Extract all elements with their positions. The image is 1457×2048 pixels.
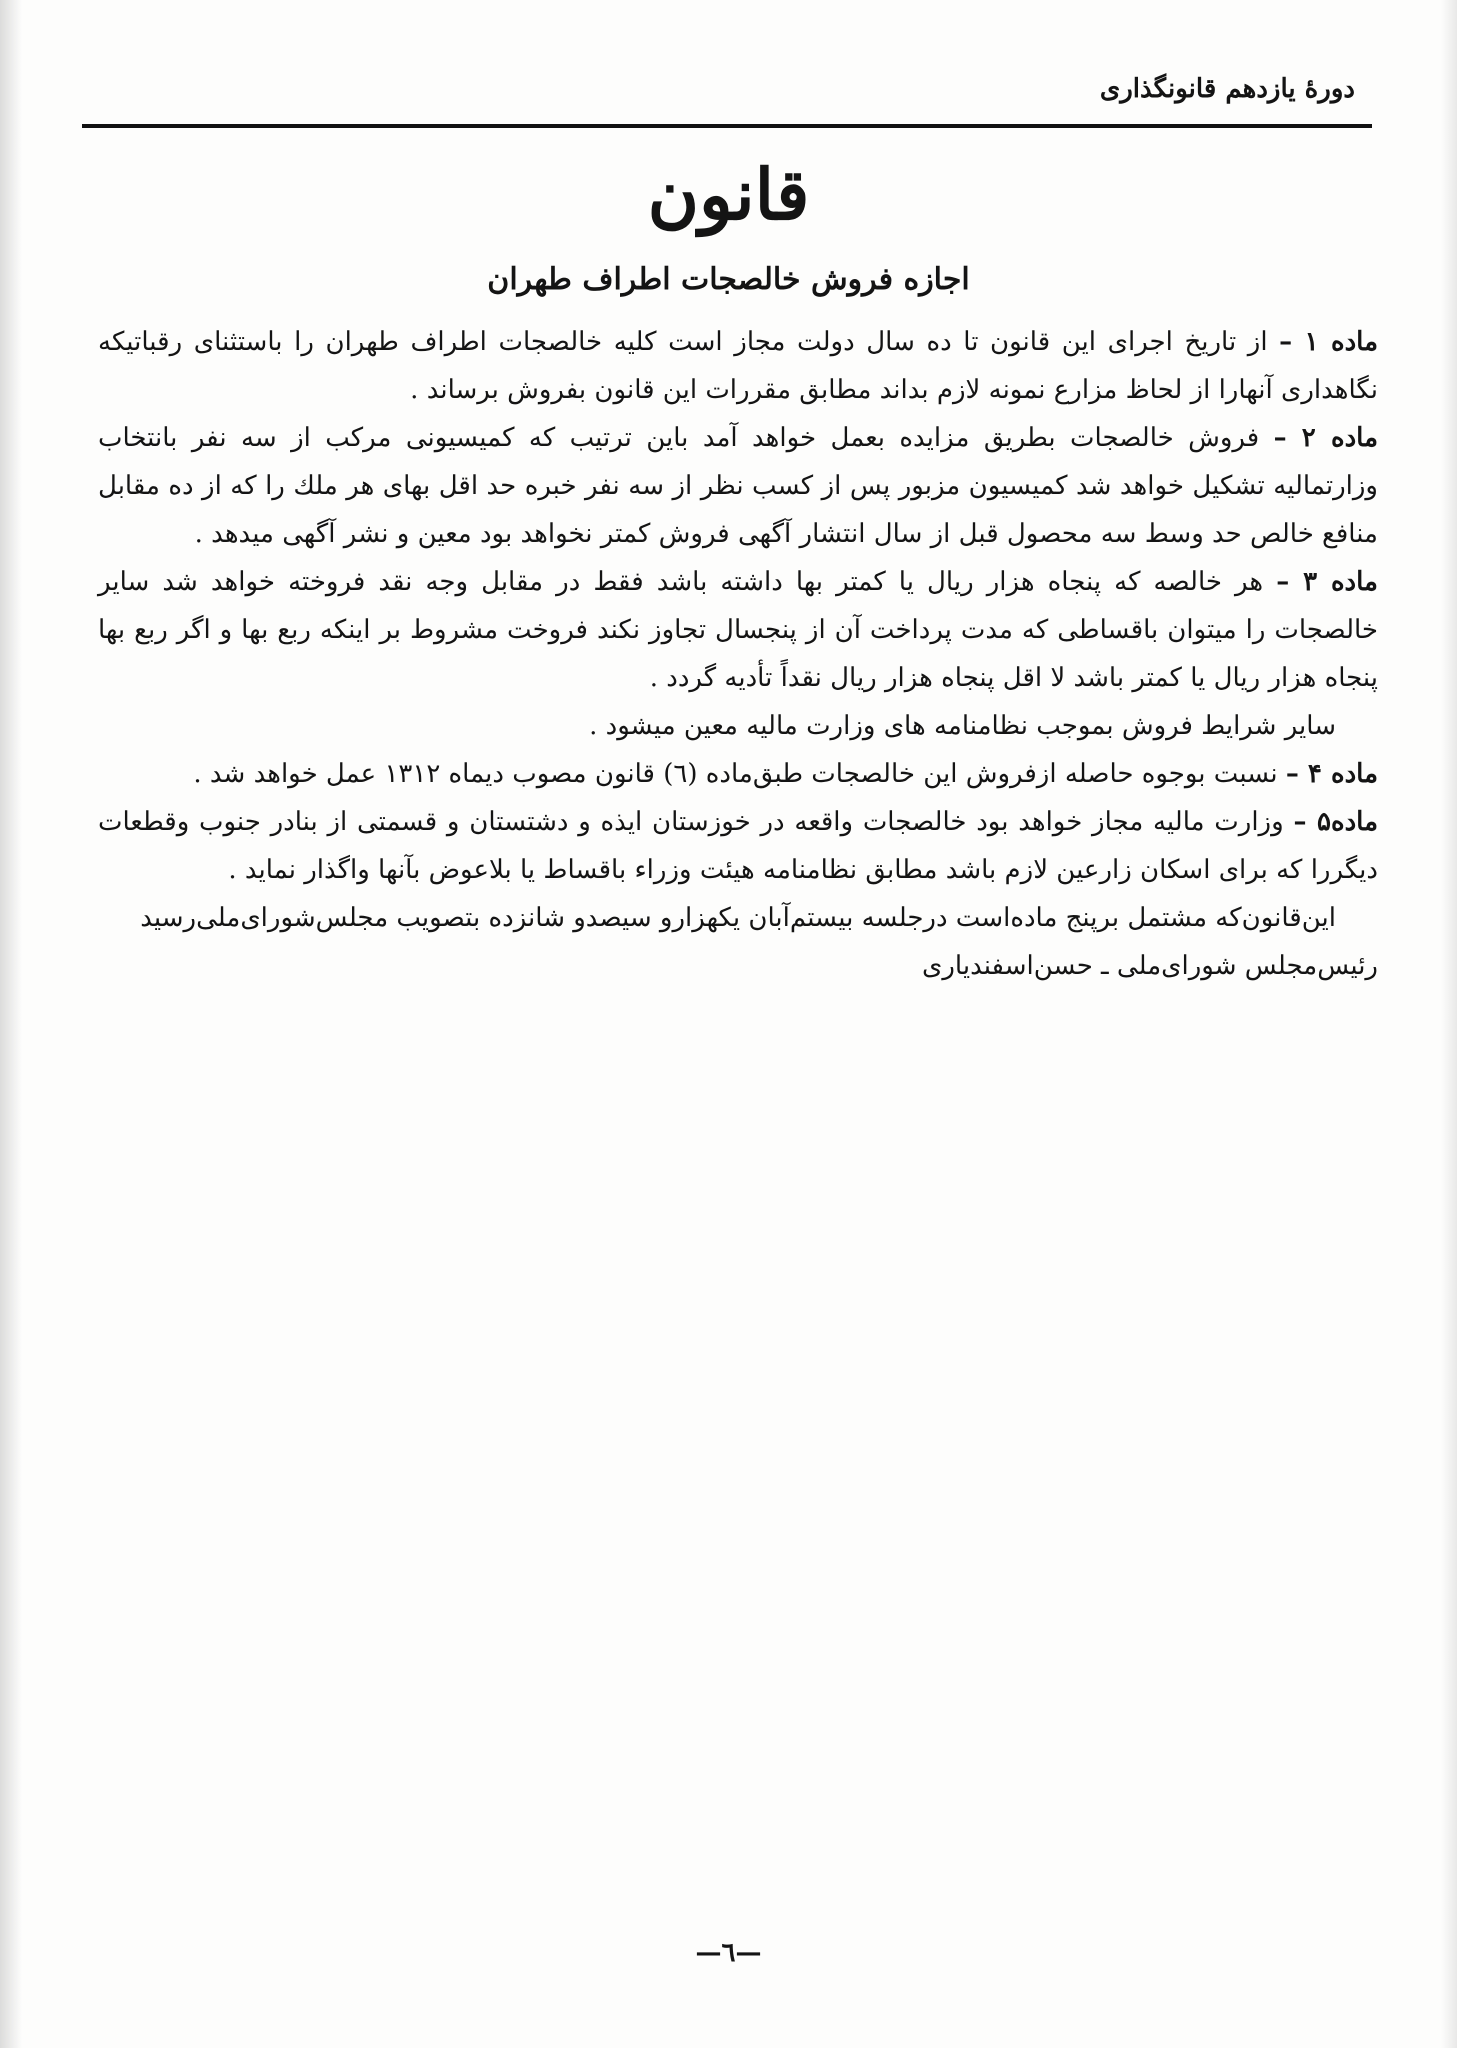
article-4-label: ماده ۴ –	[1285, 759, 1378, 789]
signature-line: رئیس‌مجلس شورای‌ملی ـ حسن‌اسفندیاری	[922, 951, 1378, 981]
running-header: دورهٔ یازدهم قانونگذاری	[1099, 74, 1355, 104]
article-3	[98, 558, 1378, 702]
document-subtitle: اجازه فروش خالصجات اطراف طهران	[487, 262, 970, 297]
header-rule	[82, 124, 1372, 128]
page-number: —٦—	[695, 1938, 762, 1968]
article-2-label: ماده ۲ –	[1273, 423, 1378, 453]
article-2-text: فروش خالصجات بطریق مزایده بعمل خواهد آمد باین ترتیب که کمیسیونی مرکب از سه نفر بانتخاب وزارتمالیه تشکیل خواهد شد کمیسیون مزبور پس از کسب نظر از سه نفر خبره حد اقل بهای هر ملك را که از ده مقابل منافع خالص حد وسط سه محصول قبل از سال انتشار آگهی فروش کمتر نخواهد بود معین و نشر آگهی میدهد .	[98, 423, 1378, 549]
article-3-note	[98, 702, 1378, 750]
article-5-label: ماده۵ –	[1293, 807, 1379, 837]
article-2	[98, 414, 1378, 558]
closing-statement: این‌قانون‌که مشتمل برپنج ماده‌است درجلسه بیستم‌آبان یکهزارو سیصدو شانزده بتصویب مجلس‌شورای‌ملی‌رسید	[140, 903, 1336, 933]
article-1	[98, 318, 1378, 414]
article-3-note-text: سایر شرایط فروش بموجب نظامنامه های وزارت مالیه معین میشود .	[589, 711, 1336, 741]
article-3-label: ماده ۳ –	[1276, 567, 1378, 597]
article-3-text: هر خالصه که پنجاه هزار ریال یا کمتر بها داشته باشد فقط در مقابل وجه نقد فروخته خواهد شد سایر خالصجات را میتوان باقساطی که مدت پرداخت آن از پنجسال تجاوز نکند فروخت مشروط بر اینکه ربع بها و اگر ربع بها پنجاه هزار ریال یا کمتر باشد لا اقل پنجاه هزار ریال نقداً تأدیه گردد .	[98, 567, 1378, 693]
article-5-text: وزارت مالیه مجاز خواهد بود خالصجات واقعه در خوزستان ایذه و دشتستان و قسمتی از بنادر جنوب وقطعات دیگررا که برای اسکان زارعین لازم باشد مطابق نظامنامه هیئت وزراء باقساط یا بلاعوض بآنها واگذار نماید .	[98, 807, 1378, 885]
document-title: قانون	[647, 153, 810, 236]
scan-edge-right	[1441, 0, 1457, 2048]
article-4-text: نسبت بوجوه حاصله ازفروش این خالصجات طبق‌ماده (٦) قانون مصوب دیماه ۱۳۱۲ عمل خواهد شد .	[193, 759, 1278, 789]
article-4	[98, 750, 1378, 798]
article-1-label: ماده ۱ –	[1279, 327, 1378, 357]
document-body	[98, 318, 1378, 990]
article-1-text: از تاریخ اجرای این قانون تا ده سال دولت مجاز است کلیه خالصجات اطراف طهران را باستثنای رقباتیکه نگاهداری آنهارا از لحاظ مزارع نمونه لازم بداند مطابق مقررات این قانون بفروش برساند .	[98, 327, 1378, 405]
scan-edge-left	[0, 0, 22, 2048]
article-5	[98, 798, 1378, 894]
